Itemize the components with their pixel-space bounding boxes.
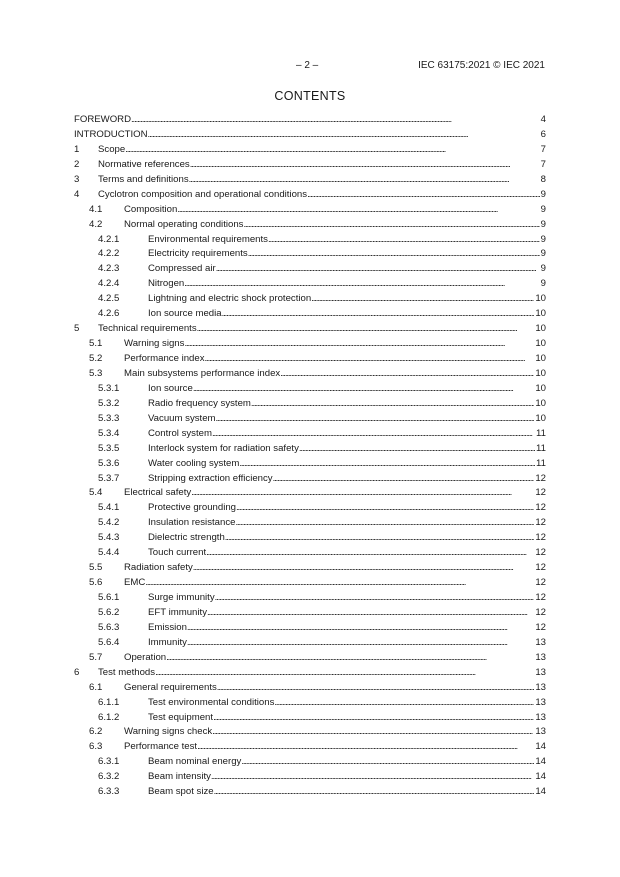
dot-leader <box>187 621 534 636</box>
dot-leader <box>191 486 534 501</box>
toc-entry-page[interactable]: 9 <box>540 203 546 215</box>
toc-entry-page[interactable]: 10 <box>535 412 546 424</box>
toc-entry-number: 5.2 <box>89 353 103 364</box>
toc-entry[interactable] <box>74 636 546 651</box>
dot-leader <box>216 262 540 277</box>
toc-entry-page[interactable]: 7 <box>540 158 546 170</box>
toc-entry-number: 4.2 <box>89 218 103 230</box>
toc-entry[interactable] <box>74 397 546 412</box>
toc-entry-number: 6.3.1 <box>98 756 120 768</box>
dot-leader <box>225 531 535 546</box>
toc-entry-title[interactable]: Main subsystems performance index <box>124 367 281 379</box>
dot-leader <box>236 501 534 516</box>
dot-leader <box>280 367 534 382</box>
toc-entry[interactable] <box>74 427 546 442</box>
toc-entry-title[interactable]: Lightning and electric shock protection <box>148 293 312 305</box>
dot-leader <box>213 711 534 726</box>
toc-entry-page[interactable]: 11 <box>536 442 546 454</box>
dot-leader <box>299 442 535 457</box>
toc-entry-number: 5.7 <box>89 651 103 663</box>
toc-entry-title[interactable]: Control system <box>148 427 212 439</box>
toc-entry[interactable] <box>74 292 546 307</box>
toc-entry[interactable] <box>74 546 546 561</box>
dot-leader <box>273 472 535 487</box>
toc-entry-number: 5.4.2 <box>98 517 120 529</box>
dot-leader <box>214 785 535 800</box>
toc-entry[interactable] <box>74 561 546 576</box>
toc-entry-title[interactable]: Operation <box>124 651 167 663</box>
toc-entry[interactable] <box>74 188 546 203</box>
page-number: – 2 – <box>296 60 319 71</box>
dot-leader <box>184 337 534 352</box>
toc-entry[interactable] <box>74 352 546 367</box>
toc-entry-page[interactable]: 12 <box>535 592 546 603</box>
toc-entry-number: 4.2.1 <box>98 233 120 245</box>
toc-entry-title[interactable]: Beam spot size <box>148 786 214 798</box>
dot-leader <box>307 188 540 203</box>
toc-entry-number: 5.4.1 <box>98 502 120 514</box>
toc-entry[interactable] <box>74 755 546 770</box>
dot-leader <box>241 755 534 770</box>
toc-entry-number: 6.3 <box>89 741 103 753</box>
toc-entry-page[interactable]: 10 <box>535 353 546 364</box>
toc-entry-title[interactable]: Performance index <box>124 353 205 364</box>
toc-entry[interactable] <box>74 501 546 516</box>
toc-entry[interactable] <box>74 143 546 158</box>
toc-entry-title[interactable]: Cyclotron composition and operational conditions <box>98 188 308 200</box>
toc-entry-page[interactable]: 13 <box>535 696 546 708</box>
toc-entry-page[interactable]: 13 <box>535 636 546 648</box>
toc-entry-number: 4.2.5 <box>98 293 120 305</box>
dot-leader <box>193 382 535 397</box>
toc-entry-page[interactable]: 14 <box>535 741 546 753</box>
toc-entry-page[interactable]: 12 <box>535 562 546 574</box>
toc-entry[interactable] <box>74 128 546 143</box>
toc-entry-title[interactable]: Insulation resistance <box>148 517 236 529</box>
dot-leader <box>239 457 535 472</box>
toc-entry-title[interactable]: Test environmental conditions <box>148 696 275 708</box>
toc-entry-page[interactable]: 8 <box>540 173 546 185</box>
toc-entry-title[interactable]: FOREWORD <box>74 114 132 125</box>
toc-entry-page[interactable]: 14 <box>535 786 546 798</box>
dot-leader <box>125 143 539 158</box>
toc-entry-title[interactable]: Performance test <box>124 741 198 753</box>
dot-leader <box>177 203 539 218</box>
toc-entry[interactable] <box>74 367 546 382</box>
toc-entry-page[interactable]: 12 <box>535 577 546 589</box>
toc-entry-title[interactable]: Interlock system for radiation safety <box>148 442 299 454</box>
toc-entry-number: 1 <box>74 143 80 155</box>
toc-entry-title[interactable]: EFT immunity <box>148 606 207 618</box>
toc-entry-page[interactable]: 14 <box>535 771 546 783</box>
toc-entry-title[interactable]: General requirements <box>124 681 217 693</box>
toc-entry-title[interactable]: Electricity requirements <box>148 248 248 260</box>
toc-entry[interactable] <box>74 770 546 785</box>
toc-entry-number: 4.2.3 <box>98 263 120 275</box>
toc-entry[interactable] <box>74 113 546 128</box>
dot-leader <box>148 128 540 143</box>
dot-leader <box>243 218 539 233</box>
toc-entry[interactable] <box>74 457 546 472</box>
toc-entry[interactable] <box>74 382 546 397</box>
toc-entry-number: 5.6 <box>89 577 103 589</box>
toc-entry[interactable] <box>74 262 546 277</box>
toc-entry-page[interactable]: 12 <box>535 547 546 559</box>
toc-entry-number: 5.3.4 <box>98 427 120 439</box>
dot-leader <box>184 277 539 292</box>
toc-entry-number: 6.2 <box>89 726 103 738</box>
toc-entry-title[interactable]: Warning signs <box>124 338 185 350</box>
dot-leader <box>189 173 540 188</box>
toc-entry-page[interactable]: 9 <box>540 233 546 245</box>
dot-leader <box>212 725 534 740</box>
toc-entry-page[interactable]: 13 <box>535 726 546 738</box>
toc-entry-number: 5.3.6 <box>98 457 120 469</box>
dot-leader <box>166 651 534 666</box>
toc-entry[interactable] <box>74 412 546 427</box>
toc-entry-title[interactable]: Test methods <box>98 666 156 678</box>
toc-entry-page[interactable]: 13 <box>535 666 546 678</box>
toc-entry-number: 5.6.4 <box>98 636 120 648</box>
toc-entry[interactable] <box>74 442 546 457</box>
toc-entry[interactable] <box>74 218 546 233</box>
toc-entry[interactable] <box>74 516 546 531</box>
toc-entry-title[interactable]: Emission <box>148 621 187 633</box>
toc-entry-number: 6.1.1 <box>98 696 120 708</box>
page-header <box>0 60 620 74</box>
toc-entry-number: 5.3.2 <box>98 397 120 409</box>
toc-entry-title[interactable]: Radio frequency system <box>148 397 251 409</box>
toc-entry-page[interactable]: 13 <box>535 711 546 723</box>
toc-entry[interactable] <box>74 725 546 740</box>
dot-leader <box>155 666 534 681</box>
toc-entry-number: 4.2.6 <box>98 308 120 320</box>
toc-entry[interactable] <box>74 651 546 666</box>
toc-entry-title[interactable]: Warning signs check <box>124 726 213 738</box>
toc-entry-title[interactable]: Normal operating conditions <box>124 218 244 230</box>
toc-entry-page[interactable]: 10 <box>535 382 546 394</box>
toc-entry-page[interactable]: 9 <box>540 218 546 230</box>
toc-entry-page[interactable]: 12 <box>535 621 546 633</box>
toc-entry[interactable] <box>74 472 546 487</box>
dot-leader <box>274 696 534 711</box>
toc-entry-page[interactable]: 10 <box>535 308 546 320</box>
contents-title: CONTENTS <box>274 89 346 103</box>
dot-leader <box>193 561 535 576</box>
toc-entry-number: 6.1.2 <box>98 711 120 723</box>
toc-entry-title[interactable]: Vacuum system <box>148 412 216 424</box>
toc-entry-page[interactable]: 7 <box>540 143 546 155</box>
toc-entry[interactable] <box>74 666 546 681</box>
toc-entry-title[interactable]: INTRODUCTION <box>74 128 148 140</box>
toc-entry-page[interactable]: 12 <box>535 502 546 514</box>
toc-entry-number: 3 <box>74 173 80 185</box>
dot-leader <box>206 546 534 561</box>
toc-entry[interactable] <box>74 322 546 337</box>
toc-entry-number: 2 <box>74 158 80 170</box>
toc-entry-title[interactable]: Dielectric strength <box>148 532 225 544</box>
toc-entry-number: 5.4.3 <box>98 532 120 544</box>
toc-entry-page[interactable]: 9 <box>540 248 546 260</box>
toc-entry-page[interactable]: 13 <box>535 651 546 663</box>
dot-leader <box>216 412 535 427</box>
toc-entry-number: 6.3.2 <box>98 771 120 783</box>
toc-entry-title[interactable]: EMC <box>124 577 146 589</box>
dot-leader <box>205 352 535 367</box>
toc-entry-title[interactable]: Ion source media <box>148 308 222 320</box>
dot-leader <box>212 427 535 442</box>
dot-leader <box>197 322 535 337</box>
toc-entry-title[interactable]: Scope <box>98 143 126 155</box>
toc-entry-title[interactable]: Composition <box>124 203 178 215</box>
dot-leader <box>222 307 535 322</box>
toc-entry-number: 5.3.7 <box>98 472 120 484</box>
toc-entry-number: 4.2.4 <box>98 278 120 290</box>
toc-entry-title[interactable]: Electrical safety <box>124 487 192 499</box>
toc-entry-title[interactable]: Water cooling system <box>148 457 240 469</box>
toc-entry-number: 5.6.2 <box>98 606 120 618</box>
toc-entry-title[interactable]: Technical requirements <box>98 323 197 335</box>
dot-leader <box>131 113 540 128</box>
toc-entry-number: 5 <box>74 323 80 335</box>
toc-entry[interactable] <box>74 486 546 501</box>
toc-entry[interactable] <box>74 711 546 726</box>
toc-entry-title[interactable]: Terms and definitions <box>98 173 189 185</box>
dot-leader <box>211 770 534 785</box>
toc-entry[interactable] <box>74 576 546 591</box>
dot-leader <box>311 292 534 307</box>
toc-entry-page[interactable]: 12 <box>535 472 546 484</box>
toc-entry-number: 4.1 <box>89 203 103 215</box>
toc-entry-number: 5.3.5 <box>98 442 120 454</box>
dot-leader <box>145 576 534 591</box>
toc-entry-title[interactable]: Radiation safety <box>124 562 193 574</box>
toc-entry-number: 5.1 <box>89 338 103 350</box>
toc-entry-title[interactable]: Protective grounding <box>148 502 236 514</box>
toc-entry-title[interactable]: Ion source <box>148 382 193 394</box>
toc-entry-number: 6.1 <box>89 681 103 693</box>
toc-entry[interactable] <box>74 591 546 606</box>
dot-leader <box>268 233 540 248</box>
standard-reference: IEC 63175:2021 © IEC 2021 <box>418 60 545 71</box>
toc-entry-number: 6 <box>74 666 80 678</box>
toc-entry-page[interactable]: 10 <box>535 338 546 350</box>
toc-entry-number: 5.5 <box>89 562 103 574</box>
dot-leader <box>197 740 534 755</box>
toc-entry-number: 4.2.2 <box>98 248 120 260</box>
toc-entry-page[interactable]: 12 <box>535 606 546 618</box>
toc-entry[interactable] <box>74 740 546 755</box>
toc-entry-title[interactable]: Nitrogen <box>148 278 185 290</box>
dot-leader <box>251 397 534 412</box>
table-of-contents <box>74 113 546 800</box>
toc-entry-number: 5.4.4 <box>98 547 120 559</box>
toc-entry-title[interactable]: Compressed air <box>148 263 216 275</box>
toc-entry[interactable] <box>74 337 546 352</box>
toc-entry[interactable] <box>74 606 546 621</box>
toc-entry-number: 5.3.3 <box>98 412 120 424</box>
toc-entry-number: 4 <box>74 188 80 200</box>
toc-entry[interactable] <box>74 247 546 262</box>
dot-leader <box>187 636 534 651</box>
toc-entry-title[interactable]: Test equipment <box>148 711 214 723</box>
toc-entry[interactable] <box>74 203 546 218</box>
toc-entry-page[interactable]: 9 <box>540 188 546 200</box>
toc-entry[interactable] <box>74 307 546 322</box>
toc-entry-page[interactable]: 11 <box>536 427 546 439</box>
toc-entry-page[interactable]: 13 <box>535 681 546 693</box>
toc-entry-title[interactable]: Touch current <box>148 547 207 559</box>
toc-entry-number: 5.4 <box>89 487 103 499</box>
toc-entry-number: 5.3 <box>89 367 103 379</box>
toc-entry-title[interactable]: Surge immunity <box>148 592 215 603</box>
dot-leader <box>248 247 540 262</box>
toc-entry[interactable] <box>74 277 546 292</box>
toc-entry-page[interactable]: 12 <box>535 517 546 529</box>
toc-entry[interactable] <box>74 158 546 173</box>
toc-entry-number: 5.3.1 <box>98 382 120 394</box>
dot-leader <box>215 591 535 606</box>
dot-leader <box>190 158 540 173</box>
toc-entry-title[interactable]: Beam nominal energy <box>148 756 242 768</box>
toc-entry[interactable] <box>74 681 546 696</box>
toc-entry-title[interactable]: Stripping extraction efficiency <box>148 472 273 484</box>
toc-entry[interactable] <box>74 173 546 188</box>
toc-entry-number: 5.6.1 <box>98 592 120 603</box>
toc-entry-page[interactable]: 12 <box>535 487 546 499</box>
toc-entry-title[interactable]: Beam intensity <box>148 771 211 783</box>
toc-entry-page[interactable]: 9 <box>540 263 546 275</box>
toc-entry-number: 5.6.3 <box>98 621 120 633</box>
toc-entry-page[interactable]: 4 <box>540 114 546 125</box>
toc-entry-page[interactable]: 9 <box>540 278 546 290</box>
toc-entry-title[interactable]: Normative references <box>98 158 190 170</box>
dot-leader <box>217 681 535 696</box>
toc-entry-number: 6.3.3 <box>98 786 120 798</box>
toc-entry-page[interactable]: 10 <box>535 293 546 305</box>
toc-entry-page[interactable]: 11 <box>536 457 546 469</box>
toc-entry[interactable] <box>74 531 546 546</box>
toc-entry-page[interactable]: 10 <box>535 323 546 335</box>
toc-entry-page[interactable]: 10 <box>535 367 546 379</box>
toc-entry[interactable] <box>74 621 546 636</box>
toc-entry-page[interactable]: 10 <box>535 397 546 409</box>
dot-leader <box>235 516 534 531</box>
toc-entry-page[interactable]: 12 <box>535 532 546 544</box>
toc-entry-page[interactable]: 14 <box>535 756 546 768</box>
toc-entry-title[interactable]: Environmental requirements <box>148 233 268 245</box>
dot-leader <box>207 606 534 621</box>
toc-entry[interactable] <box>74 696 546 711</box>
toc-entry[interactable] <box>74 785 546 800</box>
toc-entry-title[interactable]: Immunity <box>148 636 187 648</box>
toc-entry[interactable] <box>74 233 546 248</box>
toc-entry-page[interactable]: 6 <box>540 128 546 140</box>
